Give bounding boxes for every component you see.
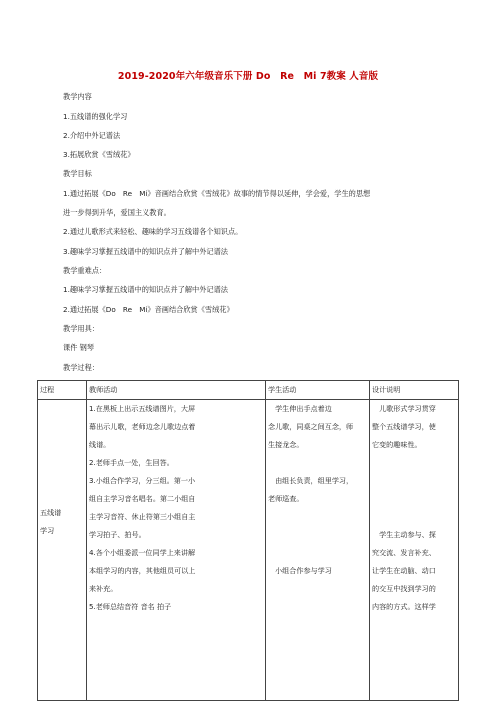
teacher-line: 4.各个小组委派一位同学上来讲解 <box>89 548 196 557</box>
student-line: 由组长负责，组里学习， <box>268 476 354 485</box>
design-line: 的交互中找到学习的 <box>372 584 436 593</box>
teacher-line: 2.老师手点一处，生回答。 <box>89 458 174 467</box>
design-line: 学生主动参与、探 <box>372 530 436 539</box>
design-line: 内容的方式。这样学 <box>372 602 436 611</box>
student-line: 小组合作参与学习 <box>268 566 332 575</box>
design-line <box>372 472 456 490</box>
goal-item-3: 3.趣味学习掌握五线谱中的知识点并了解中外记谱法 <box>63 247 228 256</box>
design-line: 整个五线谱学习，使 <box>372 422 436 431</box>
goal-item-1: 1.通过拓展《Do Re Mi》音画结合欣赏《雪绒花》故事的情节得以延伸，学会爱，学生的思想 <box>63 189 371 198</box>
teacher-line: 主学习音符、休止符第三小组自主 <box>89 512 196 521</box>
student-line: 老师巡查。 <box>268 494 304 503</box>
process-cell <box>38 400 87 701</box>
teacher-line: 1.在黑板上出示五线谱图片，大屏 <box>89 404 196 413</box>
header-student: 学生活动 <box>266 381 370 400</box>
goal-item-2: 2.通过儿歌形式来轻松、趣味的学习五线谱各个知识点。 <box>63 227 243 236</box>
process-label-line: 学习 <box>40 526 55 535</box>
design-line: 它变的趣味性。 <box>372 440 422 449</box>
teacher-line: 学习拍子、拍号。 <box>89 530 146 539</box>
design-line: 让学生在动脑、动口 <box>372 566 436 575</box>
heading-content: 教学内容 <box>63 92 92 101</box>
key-point-2: 2.通过拓展《Do Re Mi》音画结合欣赏《雪绒花》 <box>63 305 234 314</box>
teacher-line: 3.小组合作学习，分三组。第一小 <box>89 476 196 485</box>
design-line: 究交流、发言补充、 <box>372 548 436 557</box>
teacher-line: 本组学习的内容，其他组员可以上 <box>89 566 196 575</box>
teacher-line: 幕出示儿歌，老师边念儿歌边点着 <box>89 422 196 431</box>
design-line <box>372 490 456 508</box>
table-row <box>38 400 459 701</box>
lesson-process-table <box>37 380 459 701</box>
header-process: 过程 <box>38 381 87 400</box>
teacher-line: 5.老师总结音符 音名 拍子 <box>89 602 172 611</box>
design-line <box>372 508 456 526</box>
content-item-2: 2.介绍中外记谱法 <box>63 131 121 140</box>
student-activity-cell <box>266 400 370 701</box>
design-note-cell <box>370 400 459 701</box>
student-line: 学生伸出手点着边 <box>268 404 332 413</box>
teacher-activity-cell <box>87 400 266 701</box>
header-teacher: 教师活动 <box>87 381 266 400</box>
teacher-line: 来补充。 <box>89 584 118 593</box>
process-label-line: 五线谱 <box>40 508 62 517</box>
goal-item-1-cont: 进一步得到升华，爱国主义教育。 <box>63 208 171 217</box>
materials-list: 课件 钢琴 <box>63 343 95 352</box>
student-line <box>268 526 367 544</box>
design-line: 儿歌形式学习贯穿 <box>372 404 436 413</box>
student-line <box>268 454 367 472</box>
document-title: 2019-2020年六年级音乐下册 Do Re Mi 7教案 人音版 <box>117 71 379 82</box>
key-point-1: 1.趣味学习掌握五线谱中的知识点并了解中外记谱法 <box>63 285 228 294</box>
teacher-line: 线谱。 <box>89 440 111 449</box>
teacher-line: 组自主学习音名唱名。第二小组自 <box>89 494 196 503</box>
header-design: 设计说明 <box>370 381 459 400</box>
student-line: 生接龙念。 <box>268 440 304 449</box>
content-item-3: 3.拓展欣赏《雪绒花》 <box>63 150 135 159</box>
student-line <box>268 544 367 562</box>
heading-materials: 教学用具： <box>63 324 99 333</box>
heading-process: 教学过程： <box>63 363 99 372</box>
content-item-1: 1.五线谱的强化学习 <box>63 112 128 121</box>
student-line <box>268 508 367 526</box>
heading-goals: 教学目标 <box>63 169 92 178</box>
student-line: 念儿歌，同桌之间互念，师 <box>268 422 354 431</box>
table-header-row <box>38 381 459 400</box>
heading-key-points: 教学重难点： <box>63 266 107 275</box>
design-line <box>372 454 456 472</box>
